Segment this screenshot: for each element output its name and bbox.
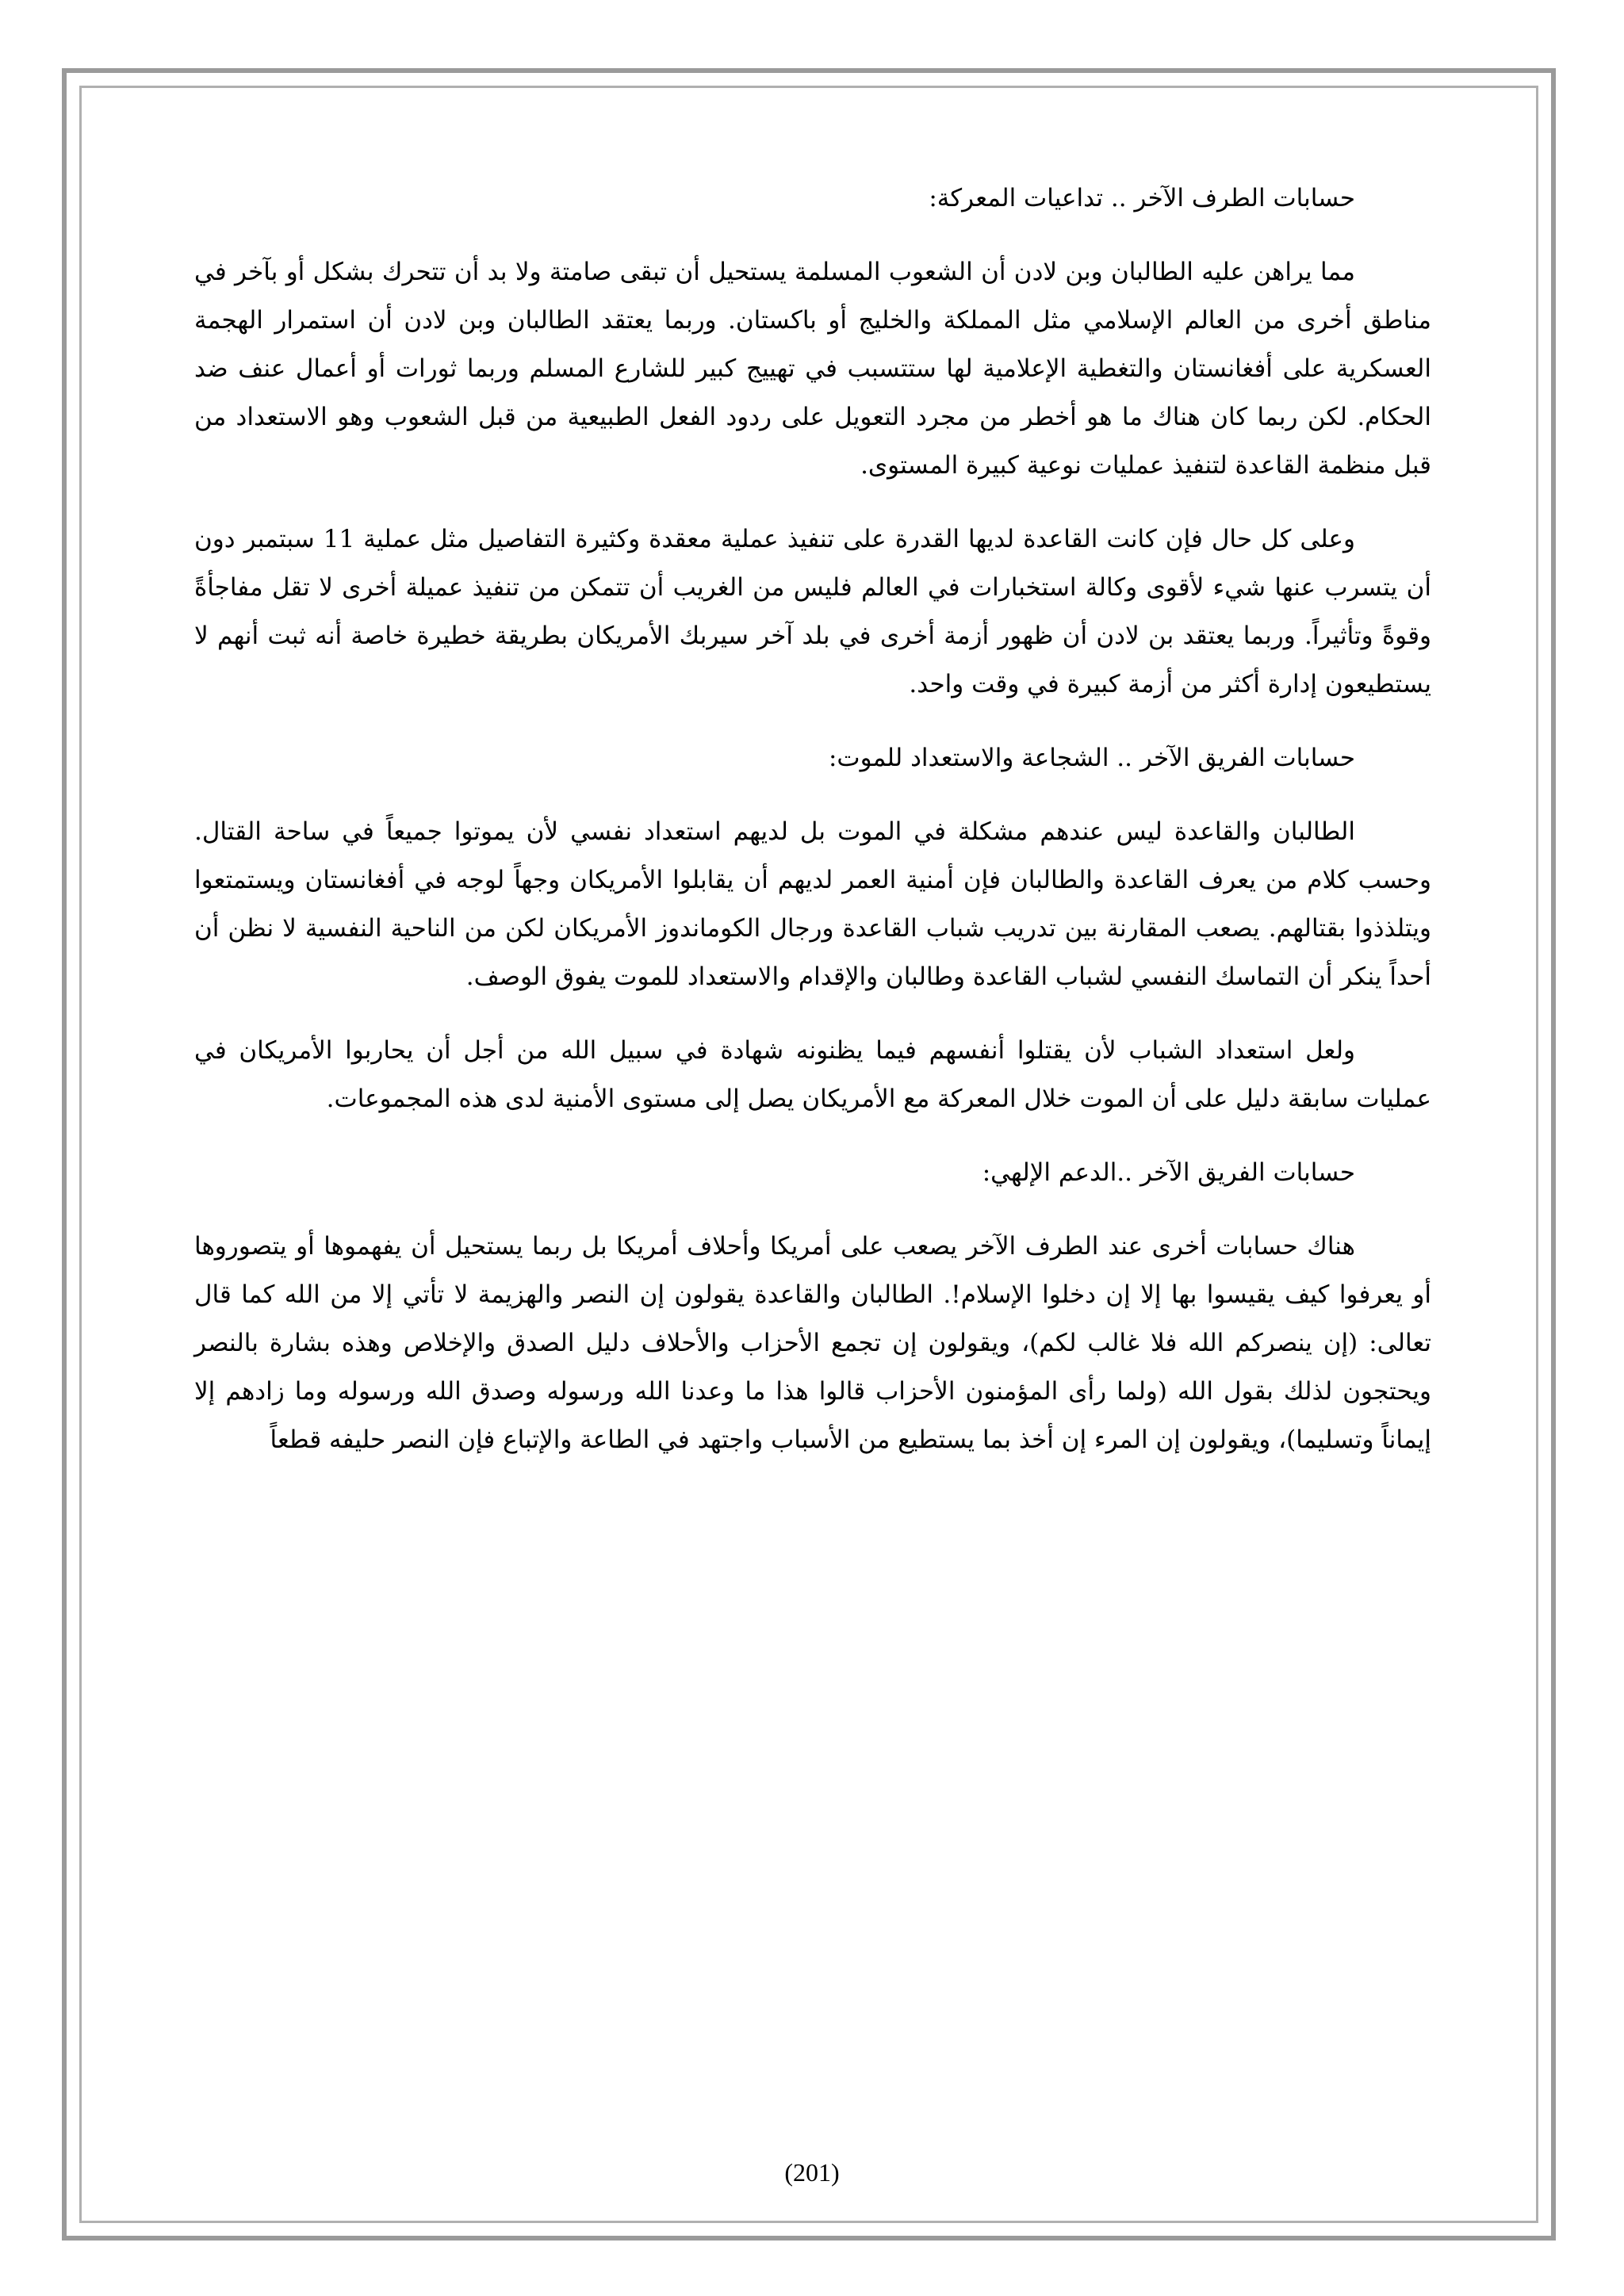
paragraph: ولعل استعداد الشباب لأن يقتلوا أنفسهم فيما يظنونه شهادة في سبيل الله من أجل أن يحاربوا الأمريكان في عمليات سابقة دليل على أن الموت خلال المعركة مع الأمريكان يصل إلى مستوى الأمنية لدى هذه المجموعات. <box>194 1036 1431 1113</box>
section-heading: حسابات الفريق الآخر ..الدعم الإلهي: <box>982 1158 1355 1187</box>
page-number: (201) <box>784 2158 840 2187</box>
section-battle-repercussions <box>194 174 1431 709</box>
paragraph: الطالبان والقاعدة ليس عندهم مشكلة في الموت بل لديهم استعداد نفسي لأن يموتوا جميعاً في ساحة القتال. وحسب كلام من يعرف القاعدة والطالبان فإن أمنية العمر لديهم أن يقابلوا الأمريكان وجهاً لوجه في أفغانستان ويستمتعوا ويتلذذوا بقتالهم. يصعب المقارنة بين تدريب شباب القاعدة ورجال الكوماندوز الأمريكان لكن من الناحية النفسية لا نظن أن أحداً ينكر أن التماسك النفسي لشباب القاعدة وطالبان والإقدام والاستعداد للموت يفوق الوصف. <box>194 817 1431 991</box>
border-corner-ornament <box>62 2223 79 2241</box>
border-corner-ornament <box>62 68 79 86</box>
paragraph: هناك حسابات أخرى عند الطرف الآخر يصعب على أمريكا وأحلاف أمريكا بل ربما يستحيل أن يفهموها أو يتصوروها أو يعرفوا كيف يقيسوا بها إلا إن دخلوا الإسلام!. الطالبان والقاعدة يقولون إن النصر والهزيمة لا تأتي إلا من الله كما قال تعالى: (إن ينصركم الله فلا غالب لكم)، ويقولون إن تجمع الأحزاب والأحلاف دليل الصدق والإخلاص وهذه بشارة بالنصر ويحتجون لذلك بقول الله (ولما رأى المؤمنون الأحزاب قالوا هذا ما وعدنا الله ورسوله وصدق الله ورسوله وما زادهم إلا إيماناً وتسليما)، ويقولون إن المرء إن أخذ بما يستطيع من الأسباب واجتهد في الطاعة والإتباع فإن النصر حليفه قطعاً <box>194 1232 1431 1454</box>
section-heading: حسابات الطرف الآخر .. تداعيات المعركة: <box>929 184 1355 212</box>
paragraph: مما يراهن عليه الطالبان وبن لادن أن الشعوب المسلمة يستحيل أن تبقى صامتة ولا بد أن تتحرك بشكل أو بآخر في مناطق أخرى من العالم الإسلامي مثل المملكة والخليج أو باكستان. وربما يعتقد الطالبان وبن لادن أن استمرار الهجمة العسكرية على أفغانستان والتغطية الإعلامية لها ستتسبب في تهييج كبير للشارع المسلم وربما ثورات أو أعمال عنف ضد الحكام. لكن ربما كان هناك ما هو أخطر من مجرد التعويل على ردود الفعل الطبيعية من قبل الشعوب وهو الاستعداد من قبل منظمة القاعدة لتنفيذ عمليات نوعية كبيرة المستوى. <box>194 258 1431 480</box>
section-heading: حسابات الفريق الآخر .. الشجاعة والاستعداد للموت: <box>828 744 1355 772</box>
page-body <box>194 151 1431 1490</box>
section-divine-support <box>194 1149 1431 1464</box>
border-corner-ornament <box>1538 68 1556 86</box>
section-courage-readiness-for-death <box>194 734 1431 1123</box>
paragraph: وعلى كل حال فإن كانت القاعدة لديها القدرة على تنفيذ عملية معقدة وكثيرة التفاصيل مثل عملية 11 سبتمبر دون أن يتسرب عنها شيء لأقوى وكالة استخبارات في العالم فليس من الغريب أن تتمكن من تنفيذ عميلة أخرى لا تقل مفاجأةً وقوةً وتأثيراً. وربما يعتقد بن لادن أن ظهور أزمة أخرى في بلد آخر سيربك الأمريكان بطريقة خطيرة خاصة أنه ثبت أنهم لا يستطيعون إدارة أكثر من أزمة كبيرة في وقت واحد. <box>194 525 1431 698</box>
border-corner-ornament <box>1538 2223 1556 2241</box>
